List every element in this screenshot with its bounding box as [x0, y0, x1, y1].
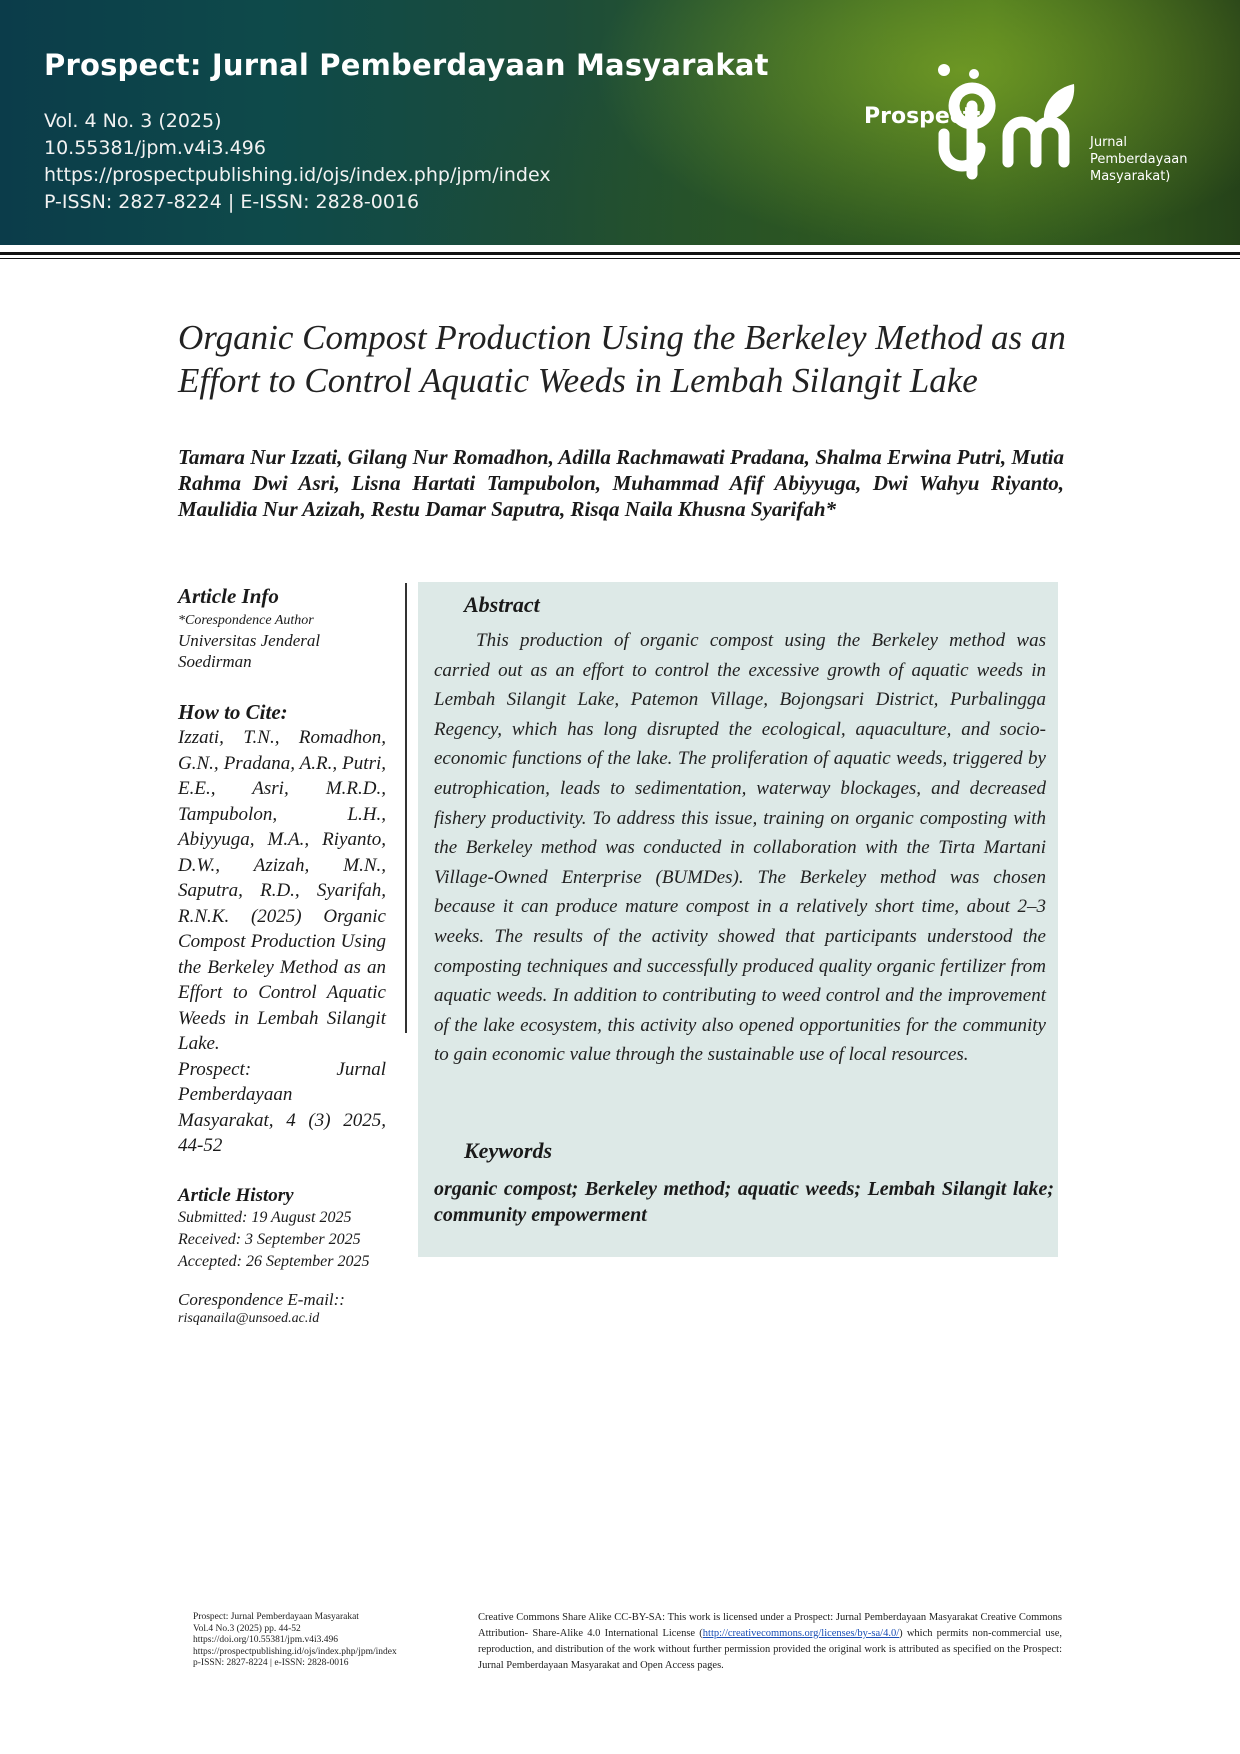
license-text-start: Creative Commons Share Alike CC-BY-SA: This work is licensed under a Prospect: Jurnal Pemberdayaan Masyarakat Creative Commons Attribution- Share-Alike 4.0 International License ( — [478, 1612, 1062, 1639]
accepted-date: Accepted: 26 September 2025 — [178, 1252, 370, 1270]
article-info-heading: Article Info — [178, 584, 279, 608]
jpm-logo-icon — [924, 62, 1094, 182]
abstract-heading: Abstract — [464, 592, 540, 617]
footer-line: p-ISSN: 2827-8224 | e-ISSN: 2828-0016 — [193, 1658, 349, 1668]
footer-license — [478, 1610, 1062, 1674]
article-history-heading: Article History — [178, 1184, 294, 1206]
article-title: Organic Compost Production Using the Berkeley Method as an Effort to Control Aquatic Weeds in Lembah Silangit Lake — [178, 318, 1066, 400]
header-divider-thin — [0, 258, 1240, 259]
license-text-end: ) which permits non-commercial use, reproduction, and distribution of the work without further permission provided the original work is attributed as specified on the Prospect: Jurnal Pemberdayaan Masyarakat and Open Access pages. — [478, 1628, 1062, 1671]
header-divider — [0, 252, 1240, 255]
issn: P-ISSN: 2827-8224 | E-ISSN: 2828-0016 — [44, 191, 420, 213]
article-info-column — [178, 584, 386, 1328]
citation-text: Izzati, T.N., Romadhon, G.N., Pradana, A.R., Putri, E.E., Asri, M.R.D., Tampubolon, L.H., Abiyyuga, M.A., Riyanto, D.W., Azizah, M.N., Saputra, R.D., Syarifah, R.N.K. (2025) Organic Compost Production Using the Berkeley Method as an Effort to Control Aquatic Weeds in Lembah Silangit Lake. — [178, 727, 386, 1054]
footer-line: Prospect: Jurnal Pemberdayaan Masyarakat — [193, 1612, 359, 1622]
journal-title: Prospect: Jurnal Pemberdayaan Masyarakat — [44, 48, 769, 82]
keywords-heading: Keywords — [464, 1138, 552, 1163]
license-link[interactable]: http://creativecommons.org/licenses/by-sa/4.0/ — [702, 1628, 900, 1639]
author-list: Tamara Nur Izzati, Gilang Nur Romadhon, Adilla Rachmawati Pradana, Shalma Erwina Putri, Mutia Rahma Dwi Asri, Lisna Hartati Tampubolon, Muhammad Afif Abiyyuga, Dwi Wahyu Riyanto, Maulidia Nur Azizah, Restu Damar Saputra, Risqa Naila Khusna Syarifah* — [178, 445, 1064, 521]
journal-meta — [44, 108, 551, 216]
submitted-date: Submitted: 19 August 2025 — [178, 1208, 352, 1226]
doi: 10.55381/jpm.v4i3.496 — [44, 137, 266, 159]
correspondence-email[interactable]: risqanaila@unsoed.ac.id — [178, 1310, 320, 1326]
journal-banner — [0, 0, 1240, 245]
logo-sub-line: Pemberdayaan — [1090, 152, 1188, 167]
keywords-text: organic compost; Berkeley method; aquatic weeds; Lembah Silangit lake; community empowerment — [434, 1178, 1054, 1226]
footer-line[interactable]: https://doi.org/10.55381/jpm.v4i3.496 — [193, 1635, 338, 1645]
journal-logo — [864, 62, 1204, 192]
logo-prospect-text: Prospect: — [864, 104, 983, 129]
footer-line: Vol.4 No.3 (2025) pp. 44-52 — [193, 1623, 301, 1634]
email-label: Corespondence E-mail:: — [178, 1289, 345, 1309]
how-to-cite-heading: How to Cite: — [178, 700, 288, 724]
logo-sub-line: Masyarakat) — [1090, 169, 1171, 184]
logo-sub-line: Jurnal — [1090, 135, 1128, 150]
footer-journal-info — [193, 1612, 433, 1670]
footer-line[interactable]: https://prospectpublishing.id/ojs/index.php/jpm/index — [193, 1646, 397, 1657]
column-divider — [405, 583, 407, 1033]
citation-journal: Prospect: Jurnal Pemberdayaan Masyarakat, 4 (3) 2025, 44-52 — [178, 1058, 386, 1156]
correspondence-note: *Corespondence Author — [178, 613, 314, 628]
abstract-text: This production of organic compost using the Berkeley method was carried out as an effort to control the excessive growth of aquatic weeds in Lembah Silangit Lake, Patemon Village, Bojongsari District, Purbalingga Regency, which has long disrupted the ecological, aquaculture, and socio-economic functions of the lake. The proliferation of aquatic weeds, triggered by eutrophication, leads to sedimentation, waterway blockages, and decreased fishery productivity. To address this issue, training on organic composting with the Berkeley method was conducted in collaboration with the Tirta Martani Village-Owned Enterprise (BUMDes). The Berkeley method was chosen because it can produce mature compost in a relatively short time, about 2–3 weeks. The results of the activity showed that participants understood the composting techniques and successfully produced quality organic fertilizer from aquatic weeds. In addition to contributing to weed control and the improvement of the lake ecosystem, this activity also opened opportunities for the community to gain economic value through the sustainable use of local resources. — [434, 630, 1046, 1066]
logo-subtitle — [1090, 134, 1188, 185]
abstract-panel — [418, 582, 1058, 1257]
volume-issue: Vol. 4 No. 3 (2025) — [44, 110, 222, 132]
affiliation: Universitas Jenderal Soedirman — [178, 631, 321, 671]
received-date: Received: 3 September 2025 — [178, 1230, 361, 1248]
journal-url[interactable]: https://prospectpublishing.id/ojs/index.php/jpm/index — [44, 164, 551, 186]
